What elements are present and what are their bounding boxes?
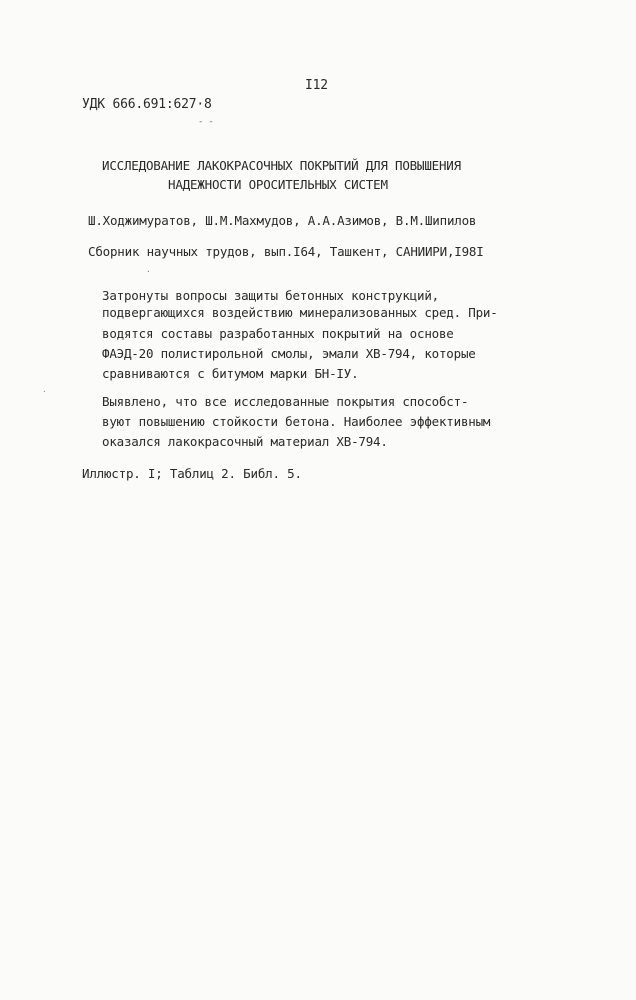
abstract-p1-line-3: водятся составы разработанных покрытий на основе <box>102 326 454 341</box>
abstract-p1-line-2: подвергающихся воздействию минерализованных сред. При- <box>102 305 498 320</box>
abstract-p1-line-5: сравниваются с битумом марки БН-IУ. <box>102 366 359 381</box>
abstract-p1-line-1: Затронуты вопросы защиты бетонных конструкций, <box>102 288 439 303</box>
abstract-p2-line-2: вуют повышению стойкости бетона. Наиболее эффективным <box>102 414 491 429</box>
abstract-p2-line-3: оказался лакокрасочный материал ХВ-794. <box>102 434 388 449</box>
authors-line: Ш.Ходжимуратов, Ш.М.Махмудов, А.А.Азимов, В.М.Шипилов <box>88 213 477 228</box>
bibliographic-note: Иллюстр. I; Таблиц 2. Библ. 5. <box>82 466 302 481</box>
udk-code: УДК 666.691:627·8 <box>82 97 212 112</box>
ink-speck: . <box>42 385 47 394</box>
article-title-line-2: НАДЕЖНОСТИ ОРОСИТЕЛЬНЫХ СИСТЕМ <box>168 177 388 192</box>
source-line: Сборник научных трудов, вып.I64, Ташкент, САНИИРИ,I98I <box>88 244 484 259</box>
article-title-line-1: ИССЛЕДОВАНИЕ ЛАКОКРАСОЧНЫХ ПОКРЫТИЙ ДЛЯ ПОВЫШЕНИЯ <box>102 158 461 173</box>
udk-underline-mark: - - <box>198 117 214 127</box>
ink-speck: . <box>146 265 151 274</box>
page-number: I12 <box>305 78 328 93</box>
abstract-p2-line-1: Выявлено, что все исследованные покрытия способст- <box>102 394 469 409</box>
abstract-p1-line-4: ФАЭД-20 полистирольной смолы, эмали ХВ-794, которые <box>102 346 476 361</box>
